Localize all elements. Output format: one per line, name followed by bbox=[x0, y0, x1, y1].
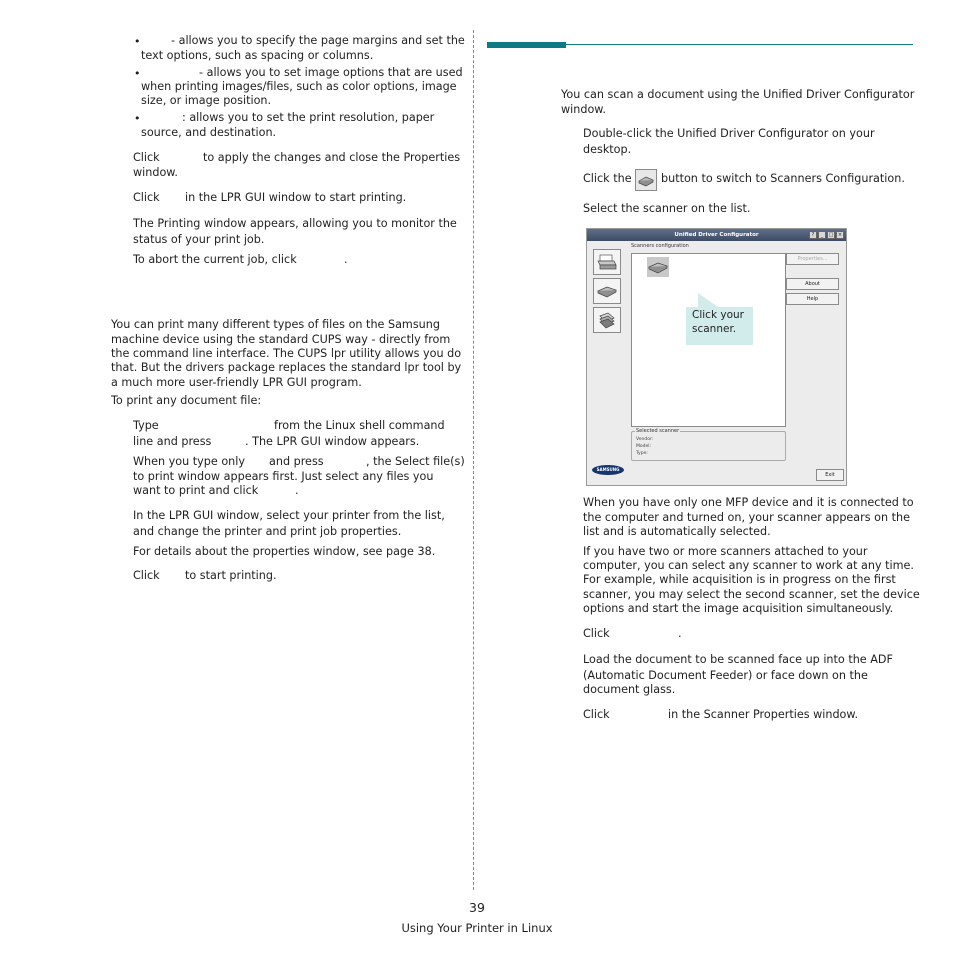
select-scanner: Select the scanner on the list. bbox=[583, 202, 751, 215]
two-more-1: If you have two or more scanners attached to your bbox=[583, 545, 868, 558]
callout-line-2: scanner. bbox=[692, 323, 737, 335]
help-icon[interactable]: ? bbox=[809, 231, 817, 239]
bullet-1-line-1: - allows you to specify the page margins and set the bbox=[171, 34, 465, 47]
samsung-logo: SAMSUNG bbox=[592, 465, 624, 475]
printing-window-2: status of your print job. bbox=[133, 233, 265, 246]
two-more-5: options and start the image acquisition simultaneously. bbox=[583, 602, 894, 615]
minimize-icon[interactable]: _ bbox=[818, 231, 826, 239]
scanner-icon bbox=[647, 257, 669, 277]
when-type-d: to print window appears first. Just select any files you bbox=[133, 470, 434, 483]
double-click-2: desktop. bbox=[583, 143, 632, 156]
click-ok-b: to start printing. bbox=[185, 569, 277, 582]
properties-button[interactable]: Properties... bbox=[786, 253, 839, 265]
type-cmd-b: from the Linux shell command bbox=[274, 419, 445, 432]
bullet-2-line-2: when printing images/files, such as color options, image bbox=[141, 80, 457, 93]
vendor-field: Vendor: bbox=[636, 437, 654, 442]
printers-config-button[interactable] bbox=[593, 249, 621, 275]
column-divider bbox=[473, 30, 474, 890]
intro-4: that. But the drivers package replaces the standard lpr tool by bbox=[111, 361, 462, 374]
to-print: To print any document file: bbox=[111, 394, 262, 407]
type-field: Type: bbox=[636, 451, 648, 456]
bullet-dot: • bbox=[134, 112, 141, 125]
printing-window-1: The Printing window appears, allowing you to monitor the bbox=[133, 217, 457, 230]
two-more-3: For example, while acquisition is in progress on the first bbox=[583, 573, 896, 586]
selected-scanner-group bbox=[631, 428, 786, 461]
scanners-configuration-label: Scanners configuration bbox=[631, 243, 689, 249]
window-title: Unified Driver Configurator bbox=[587, 229, 846, 241]
scanner-list-item[interactable] bbox=[647, 257, 669, 277]
about-button[interactable]: About bbox=[786, 278, 839, 290]
intro-5: a much more user-friendly LPR GUI program. bbox=[111, 376, 362, 389]
scan-intro-2: window. bbox=[561, 103, 606, 116]
when-type-c: , the Select file(s) bbox=[366, 455, 465, 468]
section-heading-bar bbox=[487, 42, 566, 48]
maximize-icon[interactable]: □ bbox=[828, 232, 834, 238]
scan-intro-1: You can scan a document using the Unified Driver Configurator bbox=[561, 88, 915, 101]
click-the-b: button to switch to Scanners Configuration. bbox=[661, 172, 905, 185]
bullet-3-line-1: : allows you to set the print resolution, paper bbox=[182, 111, 435, 124]
click-apply-b: to apply the changes and close the Properties bbox=[203, 151, 461, 164]
type-cmd-c: line and press bbox=[133, 435, 212, 448]
exit-button[interactable]: Exit bbox=[816, 469, 844, 481]
details: For details about the properties window, see page 38. bbox=[133, 545, 436, 558]
when-type-a: When you type only bbox=[133, 455, 246, 468]
intro-3: the command line interface. The CUPS lpr utility allows you do bbox=[111, 347, 462, 360]
click-apply-a: Click bbox=[133, 151, 160, 164]
window-controls bbox=[809, 231, 844, 239]
bullet-2-line-3: size, or image position. bbox=[141, 94, 272, 107]
load-1: Load the document to be scanned face up into the ADF bbox=[583, 653, 893, 666]
printer-icon bbox=[596, 252, 618, 272]
bullet-dot: • bbox=[134, 35, 141, 48]
when-type-e: want to print and click bbox=[133, 484, 259, 497]
intro-1: You can print many different types of files on the Samsung bbox=[111, 318, 440, 331]
click-props-b: . bbox=[678, 627, 682, 640]
scanner-config-button-icon bbox=[635, 169, 657, 191]
one-mfp-2: the computer and turned on, your scanner appears on the bbox=[583, 511, 910, 524]
model-field: Model: bbox=[636, 444, 652, 449]
scanner-icon bbox=[596, 281, 618, 301]
click-props-a: Click bbox=[583, 627, 610, 640]
scanners-config-button[interactable] bbox=[593, 278, 621, 304]
two-more-4: scanner, you may select the second scanner, set the device bbox=[583, 588, 920, 601]
lpr-window-2: and change the printer and print job properties. bbox=[133, 525, 402, 538]
abort-a: To abort the current job, click bbox=[133, 253, 297, 266]
load-2: (Automatic Document Feeder) or face down on the bbox=[583, 669, 868, 682]
double-click-1: Double-click the Unified Driver Configurator on your bbox=[583, 127, 875, 140]
close-icon[interactable]: × bbox=[837, 232, 843, 238]
section-heading-rule bbox=[566, 44, 913, 45]
lpr-window-1: In the LPR GUI window, select your printer from the list, bbox=[133, 509, 445, 522]
abort-b: . bbox=[344, 253, 348, 266]
bullet-3-line-2: source, and destination. bbox=[141, 126, 277, 139]
one-mfp-3: list and is automatically selected. bbox=[583, 525, 771, 538]
bullet-1-line-2: text options, such as spacing or columns. bbox=[141, 49, 374, 62]
click-apply-c: window. bbox=[133, 166, 178, 179]
intro-2: machine device using the standard CUPS way - directly from bbox=[111, 333, 451, 346]
click-preview-a: Click bbox=[583, 708, 610, 721]
click-print-a: Click bbox=[133, 191, 160, 204]
when-type-f: . bbox=[295, 484, 299, 497]
type-cmd-a: Type bbox=[133, 419, 159, 432]
ports-config-button[interactable] bbox=[593, 307, 621, 333]
ports-icon bbox=[596, 310, 618, 330]
footer-title: Using Your Printer in Linux bbox=[401, 921, 553, 935]
click-the-a: Click the bbox=[583, 172, 632, 185]
unified-driver-configurator-window bbox=[586, 228, 847, 486]
load-3: document glass. bbox=[583, 683, 676, 696]
click-print-b: in the LPR GUI window to start printing. bbox=[185, 191, 407, 204]
click-your-scanner-callout bbox=[686, 307, 753, 345]
page-number: 39 bbox=[469, 900, 485, 915]
bullet-dot: • bbox=[134, 67, 141, 80]
click-preview-b: in the Scanner Properties window. bbox=[668, 708, 859, 721]
callout-line-1: Click your bbox=[692, 309, 744, 321]
type-cmd-d: . The LPR GUI window appears. bbox=[245, 435, 420, 448]
callout-pointer bbox=[698, 293, 718, 307]
one-mfp-1: When you have only one MFP device and it is connected to bbox=[583, 496, 914, 509]
when-type-b: and press bbox=[269, 455, 324, 468]
selected-scanner-label: Selected scanner bbox=[636, 428, 680, 434]
two-more-2: computer, you can select any scanner to work at any time. bbox=[583, 559, 914, 572]
bullet-2-line-1: - allows you to set image options that are used bbox=[199, 66, 463, 79]
click-ok-a: Click bbox=[133, 569, 160, 582]
help-button[interactable]: Help bbox=[786, 293, 839, 305]
